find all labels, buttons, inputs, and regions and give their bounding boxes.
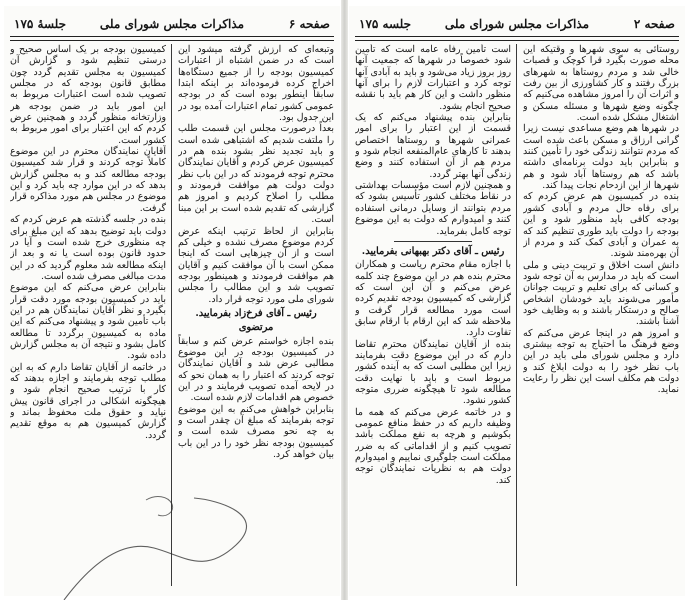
paragraph: در خاتمه از آقایان تقاضا دارم که به این مطلب توجه بفرمایند و اجازه بدهند که کار با ترتیب صحیح انجام شود و هیچگونه اشکالی در اجرای قانون پیش نیاید و حقوق ملت محفوظ بماند و گزارش کمیسیون هم به موقع تقدیم گردد.	[10, 361, 166, 441]
paragraph: آقایان نمایندگان محترم در این موضوع کاملاً توجه کردند و قرار شد کمیسیون بودجه مطالعه کند و به مجلس گزارش بدهد که در این موارد چه باید کرد و این موضوع در مجلس هم مورد مذاکره قرار گرفت.	[10, 146, 166, 214]
speaker-role: مرتضوی	[238, 322, 274, 334]
paragraph: و امروز هم در اینجا عرض می‌کنم که وضع فرهنگ ما احتیاج به توجه بیشتری دارد و مجلس شورای ملی باید در این باب نظر خود را به دولت ابلاغ کند و دولت هم مکلف است این نظر را رعایت نماید.	[523, 327, 679, 396]
speaker-name: رئیس ـ آقای فرخ‌زاد بفرمایید.	[195, 307, 317, 319]
paragraph: کمیسیون بودجه بر یک اساس صحیح و درستی تنظیم شود و گزارش آن کمیسیون به مجلس تقدیم گردد چون مطابق قانون بودجه که در مجلس تصویب شده است اعتبارات مربوط به این امور باید در ضمن بودجه هر وزارتخانه منظور گردد و همچنین عرض کردم که این اعتبار برای امور مربوط به کشور است.	[10, 44, 166, 146]
left-page-header	[10, 16, 334, 34]
paragraph: بعداً درصورت مجلس این قسمت طلب را ملتفت شدیم که اشتباهی شده است و باید تجدید نظر بشود بنده هم در کمیسیون عرض کردم و آقایان نمایندگان محترم توجه فرمودند که در این باب نظر دولت دولت هم موافقت فرمودند و مطلب را اصلاح کردیم و امروز هم گزارشی که تقدیم شده است بر این مبنا است.	[178, 123, 334, 226]
right-page-left-column	[355, 44, 511, 588]
left-page	[4, 6, 340, 596]
left-page-header-rule	[10, 36, 334, 41]
left-page-running-title: مذاکرات مجلس شورای ملی	[99, 17, 245, 31]
column-divider	[516, 44, 517, 586]
paragraph: دانش است اخلاق و تربیت دینی و ملی است که باید در مدارس به آن توجه شود و کسانی که برای تعلیم و تربیت جوانان مأمور می‌شوند باید خودشان اشخاص صالح و درستکار باشند و به وظایف خود آشنا باشند.	[523, 259, 679, 328]
right-page-session: جلسه ۱۷۵	[359, 17, 412, 31]
paragraph: در شهرها هم وضع مساعدی نیست زیرا گرانی ارزاق و مسکن باعث شده است که مردم نتوانند زندگی خود را تأمین کنند و بنابراین باید دولت برنامه‌ای داشته باشد که هم روستاها آباد شود و هم شهرها از این ازدحام نجات پیدا کند.	[523, 123, 679, 192]
paragraph: بنده اجازه خواستم عرض کنم و سابقاً در کمیسیون بودجه در این موضوع مطالبی عرض شد و آقایان نمایندگان توجه کردند که اعتبار را به همان نحو که در لایحه آمده تصویب فرمایند و در این خصوص هم اقدامات لازم شده است.	[178, 335, 334, 404]
left-page-session: جلسهٔ ۱۷۵	[14, 17, 67, 31]
paragraph: وتبعه‌ای که ارزش گرفته میشود این است که در ضمن اشتباه از اعتبارات کمیسیون بودجه را از جمیع دستگاه‌ها اخراج کرده فرموده‌اند بر اینکه ابتدا سابقاً اینطور بوده است که در بودجه عمومی کشور تمام اعتبارات آمده بود در این جدول بود.	[178, 44, 334, 124]
book-gutter	[341, 0, 348, 600]
speaker-heading	[355, 246, 511, 257]
paragraph: و در خاتمه عرض می‌کنم که همه ما وظیفه داریم که در حفظ منافع عمومی بکوشیم و هرچه به نفع مملکت باشد تصویب کنیم و از اقداماتی که به ضرر مملکت است جلوگیری نماییم و امیدوارم دولت هم به نظریات نمایندگان توجه کند.	[355, 406, 511, 486]
paragraph: و همچنین لازم است مؤسسات بهداشتی در نقاط مختلف کشور تأسیس بشود که مردم بتوانند از وسایل درمانی استفاده کنند و امیدوارم که دولت به این موضوع توجه کامل بفرماید.	[355, 180, 511, 237]
paragraph: بنابراین عرض می‌کنم که این موضوع باید در کمیسیون بودجه مورد دقت قرار بگیرد و نظر آقایان نمایندگان هم در این باب تأمین شود و پیشنهاد می‌کنم که این ماده به کمیسیون برگردد تا مطالعه کامل بشود و نتیجه آن به مجلس گزارش داده شود.	[10, 282, 166, 362]
right-page-number: صفحه ۲	[633, 17, 675, 31]
left-page-right-column	[178, 44, 334, 588]
paragraph: بنده از آقایان نمایندگان محترم تقاضا دارم که در این موضوع دقت بفرمایند زیرا این مطلبی است که به آینده کشور مربوط است و باید با نهایت دقت مطالعه شود تا هیچگونه ضرری متوجه کشور نشود.	[355, 338, 511, 407]
paragraph: با اجازه مقام محترم ریاست و همکاران محترم بنده هم در این موضوع چند کلمه عرض می‌کنم و آن این است که گزارشی که کمیسیون بودجه تقدیم کرده است مورد مطالعه قرار گرفت و ملاحظه شد که این ارقام با ارقام سابق تفاوت دارد.	[355, 259, 511, 339]
right-page-header	[355, 16, 679, 34]
paragraph: بنده در کمیسیون هم عرض کردم که برای رفاه حال مردم و آبادی کشور بودجه کافی باید منظور شود و این بودجه را دولت باید طوری تنظیم کند که به عمران و آبادی کمک کند و مردم از آن بهره‌مند شوند.	[523, 191, 679, 260]
paragraph: بنابراین از لحاظ ترتیب اینکه عرض کردم موضوع مصرف نشده و خیلی کم است و از آن چیزهایی است که اینجا ممکن است با آن موافقت کنیم و آقایان هم موافقت فرمودند و همینطور بودجه تصویب شد و این مطالب را مجلس شورای ملی مورد توجه قرار داد.	[178, 225, 334, 305]
right-page-header-rule	[355, 36, 679, 41]
right-page	[349, 6, 685, 596]
left-page-left-column	[10, 44, 166, 588]
left-page-number: صفحه ۶	[288, 17, 330, 31]
paragraph: بنده در جلسه گذشته هم عرض کردم که دولت باید توضیح بدهد که این مبلغ برای چه منظوری خرج شده است و آیا در حدود قانون بوده است یا نه و بعد از اینکه مطالعه شد معلوم گردید که در این مدت مبالغی مصرف شده است.	[10, 214, 166, 282]
paragraph: است تأمین رفاه عامه است که تأمین شود خصوصاً در شهرها که جمعیت آنها روز بروز زیاد می‌شود و باید به آبادی آنها توجه کرد و اعتبارات لازم را برای آنها منظور داشت و این کار هم باید با نقشه صحیح انجام بشود.	[355, 44, 511, 112]
paragraph: روستائی به سوی شهرها و وقتیکه این محله صورت بگیرد قرا کوچک و قصبات خالی شد و مردم روستاها به شهرهای بزرگ رفتند و کار کشاورزی از بین رفت و اثرات آن را امروز مشاهده می‌کنیم که چگونه وضع شهرها و مسئله مسکن و اشتغال مشکل شده است.	[523, 44, 679, 124]
speaker-heading	[178, 308, 334, 319]
right-page-right-column	[523, 44, 679, 588]
column-divider	[171, 44, 172, 586]
paragraph: بنابراین بنده پیشنهاد می‌کنم که یک قسمت از این اعتبار را برای امور عمرانی شهرها و روستاها اختصاص بدهند تا کارهای عام‌المنفعه انجام شود و مردم هم از آن استفاده کنند و وضع زندگی آنها بهتر گردد.	[355, 112, 511, 180]
paragraph: بنابراین خواهش می‌کنم به این موضوع توجه بفرمایند که مبلغ آن چقدر است و به چه نحو مصرف شده است و کمیسیون بودجه نظر خود را در این باب بیان خواهد کرد.	[178, 403, 334, 461]
speaker-name: رئیس ـ آقای دکتر بهبهانی بفرمایید.	[361, 245, 505, 257]
section-rule	[394, 241, 472, 242]
right-page-running-title: مذاکرات مجلس شورای ملی	[444, 17, 590, 31]
